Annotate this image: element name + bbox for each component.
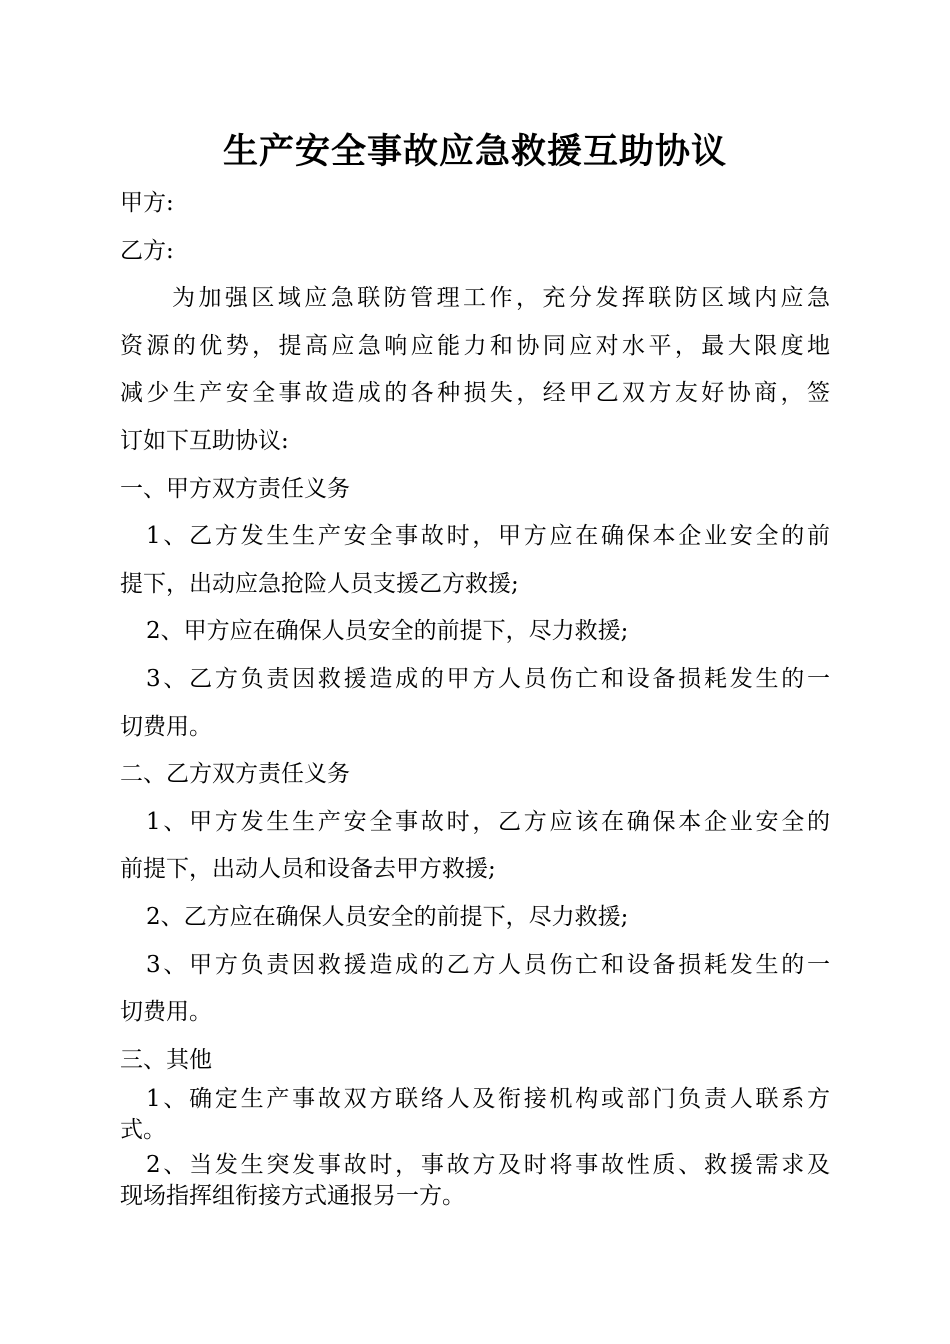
section-2-item-2: 2、乙方应在确保人员安全的前提下，尽力救援; <box>146 903 629 930</box>
section-2-heading: 二、乙方双方责任义务 <box>120 761 350 788</box>
section-1-item-3-line-2: 切费用。 <box>120 713 212 740</box>
section-1-item-1-line-1: 1、乙方发生生产安全事故时，甲方应在确保本企业安全的前 <box>146 523 830 550</box>
section-3-item-1-line-1: 1、确定生产事故双方联络人及衔接机构或部门负责人联系方 <box>146 1086 830 1113</box>
party-a-label: 甲方: <box>120 190 174 216</box>
section-1-item-2: 2、甲方应在确保人员安全的前提下，尽力救援; <box>146 618 629 645</box>
section-2-item-1-line-1: 1、甲方发生生产安全事故时，乙方应该在确保本企业安全的 <box>146 808 830 835</box>
section-3-item-1-line-2: 式。 <box>120 1117 166 1144</box>
section-3-item-2-line-2: 现场指挥组衔接方式通报另一方。 <box>120 1183 465 1210</box>
intro-line-2: 资源的优势，提高应急响应能力和协同应对水平，最大限度地 <box>120 332 830 359</box>
section-3-heading: 三、其他 <box>120 1046 212 1073</box>
section-1-item-3-line-1: 3、乙方负责因救援造成的甲方人员伤亡和设备损耗发生的一 <box>146 665 830 692</box>
section-1-heading: 一、甲方双方责任义务 <box>120 475 350 502</box>
document-body <box>120 180 830 1212</box>
party-b-label: 乙方: <box>120 237 174 264</box>
section-2-item-1-line-2: 前提下，出动人员和设备去甲方救援; <box>120 856 496 883</box>
section-2-item-3-line-1: 3、甲方负责因救援造成的乙方人员伤亡和设备损耗发生的一 <box>146 951 830 978</box>
document-title: 生产安全事故应急救援互助协议 <box>222 132 727 172</box>
intro-line-4: 订如下互助协议: <box>120 427 289 454</box>
intro-line-1: 为加强区域应急联防管理工作，充分发挥联防区域内应急 <box>172 285 830 312</box>
section-1-item-1-line-2: 提下，出动应急抢险人员支援乙方救援; <box>120 570 519 597</box>
section-3-item-2-line-1: 2、当发生突发事故时，事故方及时将事故性质、救援需求及 <box>146 1152 830 1179</box>
section-2-item-3-line-2: 切费用。 <box>120 999 212 1026</box>
intro-line-3: 减少生产安全事故造成的各种损失，经甲乙双方友好协商，签 <box>120 380 830 407</box>
